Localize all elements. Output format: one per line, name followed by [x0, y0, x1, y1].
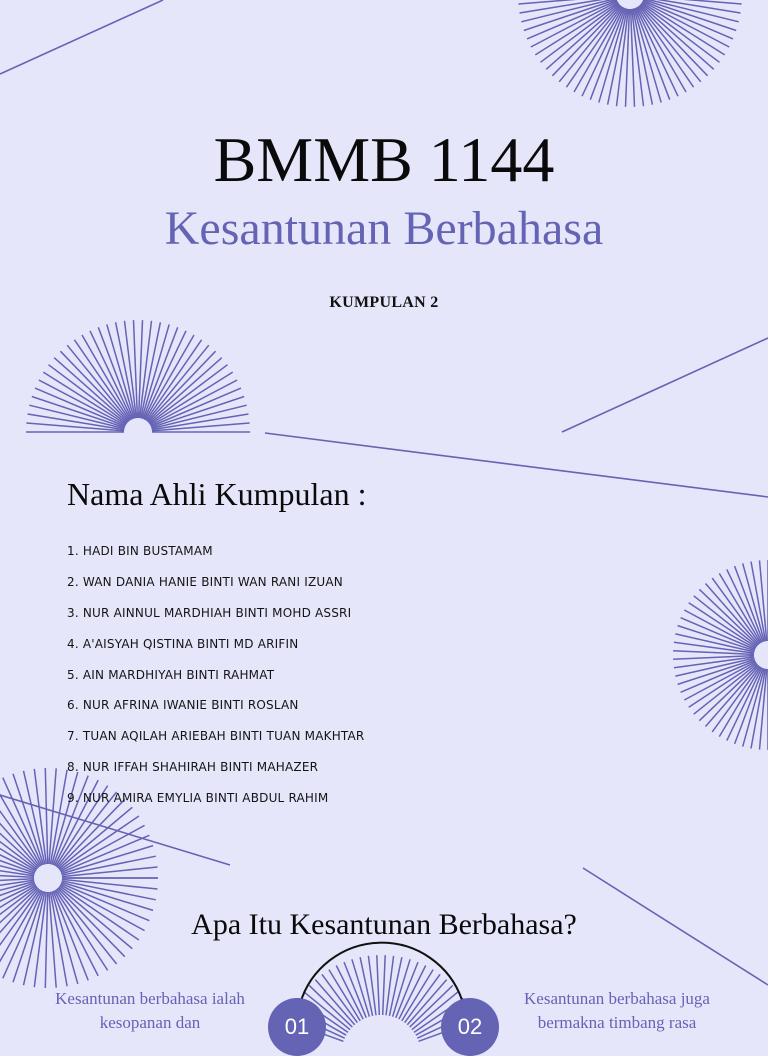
section-question: Apa Itu Kesantunan Berbahasa?: [191, 908, 577, 941]
burst-ray: [675, 658, 754, 676]
sunburst-top-right: [518, 0, 742, 107]
sunburst-right: [673, 560, 768, 750]
members-heading: Nama Ahli Kumpulan :: [67, 476, 367, 512]
decor-arc: [300, 943, 462, 1004]
definition-left: Kesantunan berbahasa ialah kesopanan dan: [55, 989, 245, 1032]
number-badge-2: 02: [441, 998, 499, 1056]
burst-ray: [3, 778, 42, 866]
decor-line: [0, 0, 163, 74]
burst-ray: [34, 769, 46, 864]
burst-ray: [368, 956, 376, 1016]
member-item: 2. WAN DANIA HANIE BINTI WAN RANI IZUAN: [67, 574, 343, 589]
members-list: [67, 543, 364, 821]
sunburst-left: [26, 320, 250, 432]
burst-ray: [377, 955, 380, 1015]
member-item: 8. NUR IFFAH SHAHIRAH BINTI MAHAZER: [67, 760, 319, 775]
burst-ray: [383, 955, 386, 1015]
page-title: BMMB 1144: [213, 124, 555, 195]
member-item: 7. TUAN AQILAH ARIEBAH BINTI TUAN MAKHTAR: [67, 729, 365, 744]
burst-ray: [24, 771, 45, 865]
member-item: 9. NUR AMIRA EMYLIA BINTI ABDUL RAHIM: [67, 791, 329, 806]
decor-line: [562, 338, 768, 432]
page-subtitle: Kesantunan Berbahasa: [164, 202, 604, 255]
group-label: KUMPULAN 2: [329, 294, 439, 311]
member-item: 4. A'AISYAH QISTINA BINTI MD ARIFIN: [67, 636, 299, 651]
number-badge-1: 01: [268, 998, 326, 1056]
burst-ray: [54, 358, 127, 423]
definition-right: Kesantunan berbahasa juga bermakna timbang rasa: [524, 989, 710, 1032]
burst-ray: [546, 4, 619, 69]
member-item: 5. AIN MARDHIYAH BINTI RAHMAT: [67, 667, 275, 682]
member-item: 6. NUR AFRINA IWANIE BINTI ROSLAN: [67, 698, 299, 713]
burst-ray: [45, 768, 47, 864]
burst-ray: [641, 4, 714, 69]
burst-ray: [675, 634, 754, 652]
member-item: 3. NUR AINNUL MARDHIAH BINTI MOHD ASSRI: [67, 605, 352, 620]
member-item: 1. HADI BIN BUSTAMAM: [67, 544, 213, 558]
burst-ray: [386, 956, 394, 1016]
burst-ray: [149, 358, 222, 423]
